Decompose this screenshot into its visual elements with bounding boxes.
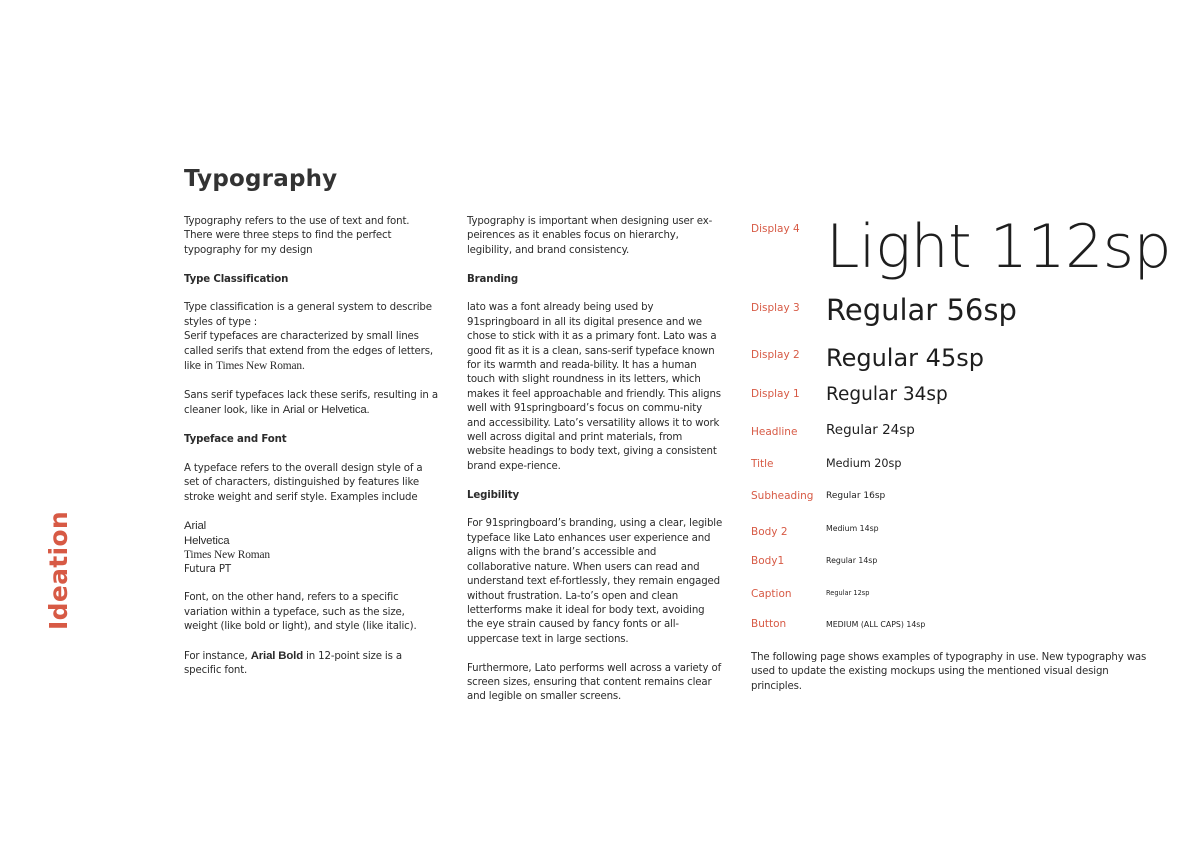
legibility-heading: Legibility [467,489,519,501]
instance-paragraph [184,649,440,679]
arial-bold-sample: Arial Bold [250,650,303,663]
times-new-roman-sample: Times New Roman. [216,360,305,373]
or-text: or [304,405,322,417]
intro-paragraph: Typography refers to the use of text and font. There were three steps to find the perfect typography for my design [184,216,410,256]
scale-sample-body-1: Regular 14sp [826,556,878,565]
furthermore-paragraph: Furthermore, Lato performs well across a variety of screen sizes, ensuring that content remains clear and legible on smaller screens. [467,662,722,703]
serif-description: Serif typefaces are characterized by small lines called serifs that extend from the edges of letters, like in [184,331,433,373]
typeface-paragraph: A typeface refers to the overall design style of a set of characters, distinguished by features like stroke weight and serif style. Examples include [184,462,423,503]
scale-sample-button: MEDIUM (ALL CAPS) 14sp [826,620,926,629]
sans-serif-description: Sans serif typefaces lack these serifs, resulting in a cleaner look, like in [184,389,438,417]
typeface-examples-list [184,519,440,577]
scale-label-subheading: Subheading [751,490,814,502]
footer-note: The following page shows examples of typography in use. New typography was used to update the existing mockups using the mentioned visual design principles. [751,652,1147,692]
type-classification-line: Type classification is a general system to describe styles of type : [184,302,432,328]
scale-label-title: Title [751,458,774,470]
column-middle [467,215,723,719]
typeface-font-heading: Typeface and Font [184,434,287,446]
scale-label-display-3: Display 3 [751,302,800,314]
side-label-text: Ideation [43,510,73,630]
instance-post: in 12-point size is a specific font. [184,651,402,677]
scale-sample-body-2: Medium 14sp [826,524,879,533]
importance-paragraph: Typography is important when designing user ex-peirences as it enables focus on hierarchy, legibility, and brand consistency. [467,216,713,256]
arial-sample: Arial [282,404,305,417]
scale-label-display-1: Display 1 [751,388,800,400]
scale-sample-display-2: Regular 45sp [826,344,984,372]
scale-label-display-2: Display 2 [751,349,800,361]
page-title: Typography [184,166,338,192]
helvetica-sample: Helvetica. [321,404,370,417]
type-classification-heading: Type Classification [184,273,289,285]
sans-serif-paragraph [184,389,440,419]
scale-sample-caption: Regular 12sp [826,589,870,597]
example-arial: Arial [184,520,207,533]
type-classification-paragraph [184,301,440,374]
example-times-new-roman: Times New Roman [184,549,270,562]
side-label-ideation [38,510,78,630]
font-paragraph: Font, on the other hand, refers to a specific variation within a typeface, such as the size, weight (like bold or light), and style (like italic). [184,592,417,633]
scale-sample-subheading: Regular 16sp [826,491,886,501]
scale-label-caption: Caption [751,588,792,600]
legibility-paragraph: For 91springboard’s branding, using a clear, legible typeface like Lato enhances user experience and aligns with the brand’s accessible and collaborative nature. When users can read and understand text ef-fortlessly, they remain engaged without frustration. La-to’s open and clean letterforms make it ideal for body text, avoiding the eye strain caused by fancy fonts or all-uppercase text in large sections. [467,518,723,645]
example-helvetica: Helvetica [184,534,230,547]
scale-sample-display-1: Regular 34sp [826,384,948,405]
scale-label-button: Button [751,618,787,630]
column-left [184,215,440,693]
scale-label-headline: Headline [751,426,798,438]
scale-label-display-4: Display 4 [751,223,800,235]
scale-sample-display-3: Regular 56sp [826,293,1017,327]
scale-sample-display-4: Light 112sp [826,212,1172,282]
example-futura-pt: Futura PT [184,563,231,575]
scale-label-body-2: Body 2 [751,526,788,538]
scale-sample-title: Medium 20sp [826,457,902,470]
scale-label-body-1: Body1 [751,555,785,567]
branding-heading: Branding [467,273,519,285]
instance-pre: For instance, [184,651,251,663]
branding-paragraph: lato was a font already being used by 91springboard in all its digital presence and we chose to stick with it as a primary font. Lato was a good fit as it is a clean, sans-serif typeface known for its warmth and reada-bility. It has a human touch with slight roundness in its letters, which makes it feel approachable and friendly. This aligns well with 91springboard’s focus on commu-nity and accessibility. Lato’s versatility allows it to work well across digital and print materials, from website headings to body text, giving a consistent brand expe-rience. [467,302,721,472]
scale-sample-headline: Regular 24sp [826,422,915,438]
